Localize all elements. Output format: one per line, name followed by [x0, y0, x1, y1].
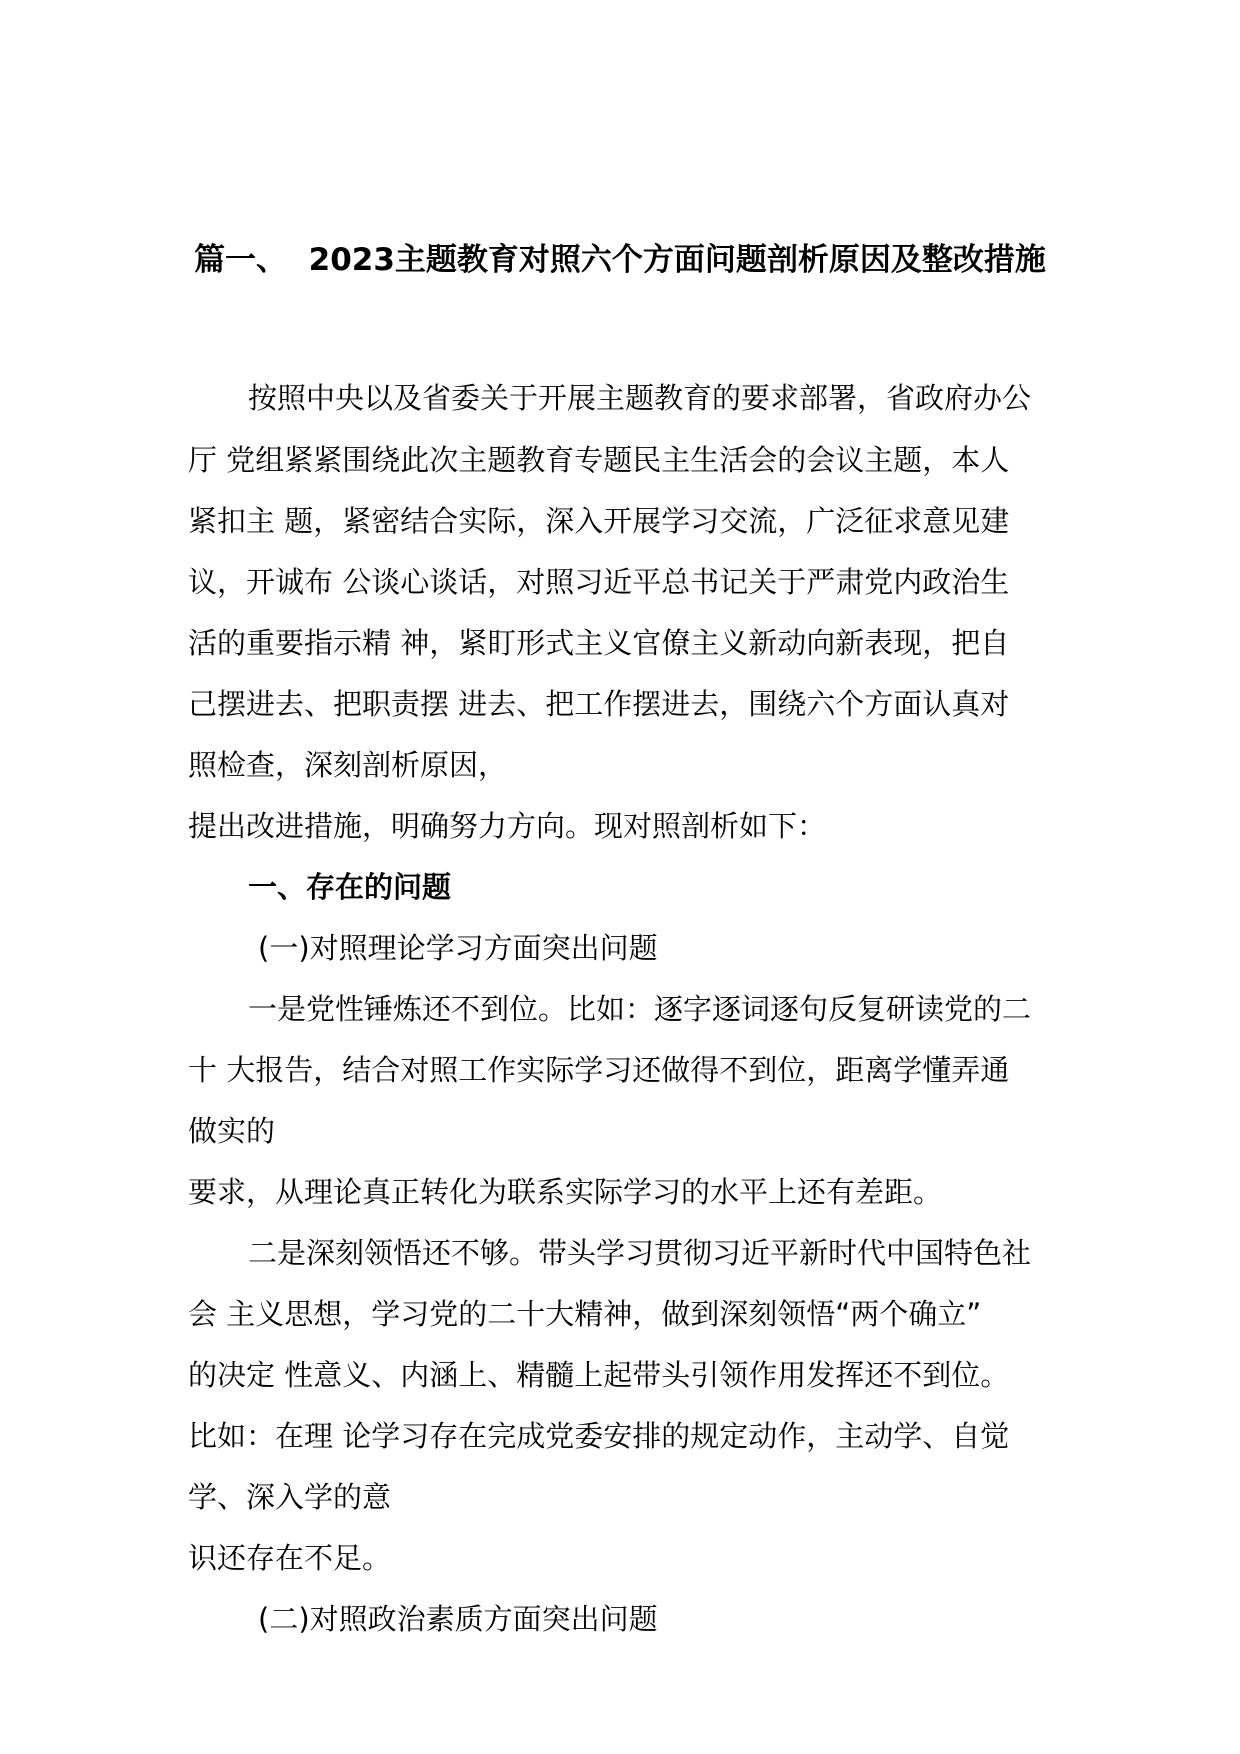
- paragraph-line: 活的重要指示精 神，紧盯形式主义官僚主义新动向新表现，把自: [188, 626, 1010, 660]
- subsection-heading: (二)对照政治素质方面突出问题: [258, 1602, 658, 1636]
- paragraph-line: 提出改进措施，明确努力方向。现对照剖析如下：: [188, 809, 827, 843]
- paragraph-line: 要求，从理论真正转化为联系实际学习的水平上还有差距。: [188, 1175, 943, 1209]
- paragraph-line: 的决定 性意义、内涵上、精髓上起带头引领作用发挥还不到位。: [188, 1358, 1010, 1392]
- paragraph-line: 识还存在不足。: [188, 1541, 392, 1575]
- paragraph-line: 己摆进去、把职责摆 进去、把工作摆进去，围绕六个方面认真对: [188, 687, 1010, 721]
- document-title: 篇一、 2023主题教育对照六个方面问题剖析原因及整改措施: [194, 242, 1046, 278]
- paragraph-line: 议，开诚布 公谈心谈话，对照习近平总书记关于严肃党内政治生: [188, 565, 1010, 599]
- paragraph-line: 一是党性锤炼还不到位。比如：逐字逐词逐句反复研读党的二: [248, 992, 1032, 1026]
- paragraph-line: 厅 党组紧紧围绕此次主题教育专题民主生活会的会议主题，本人: [188, 443, 1010, 477]
- paragraph-line: 会 主义思想，学习党的二十大精神，做到深刻领悟“两个确立”: [188, 1297, 982, 1331]
- paragraph-line: 按照中央以及省委关于开展主题教育的要求部署，省政府办公: [248, 381, 1032, 415]
- paragraph-line: 紧扣主 题，紧密结合实际，深入开展学习交流，广泛征求意见建: [188, 504, 1010, 538]
- section-heading: 一、存在的问题: [248, 870, 452, 904]
- paragraph-line: 做实的: [188, 1114, 276, 1148]
- paragraph-line: 二是深刻领悟还不够。带头学习贯彻习近平新时代中国特色社: [248, 1236, 1032, 1270]
- paragraph-line: 比如：在理 论学习存在完成党委安排的规定动作，主动学、自觉: [188, 1419, 1010, 1453]
- subsection-heading: (一)对照理论学习方面突出问题: [258, 931, 658, 965]
- paragraph-line: 十 大报告，结合对照工作实际学习还做得不到位，距离学懂弄通: [188, 1053, 1010, 1087]
- paragraph-line: 照检查，深刻剖析原因，: [188, 748, 508, 782]
- paragraph-line: 学、深入学的意: [188, 1480, 392, 1514]
